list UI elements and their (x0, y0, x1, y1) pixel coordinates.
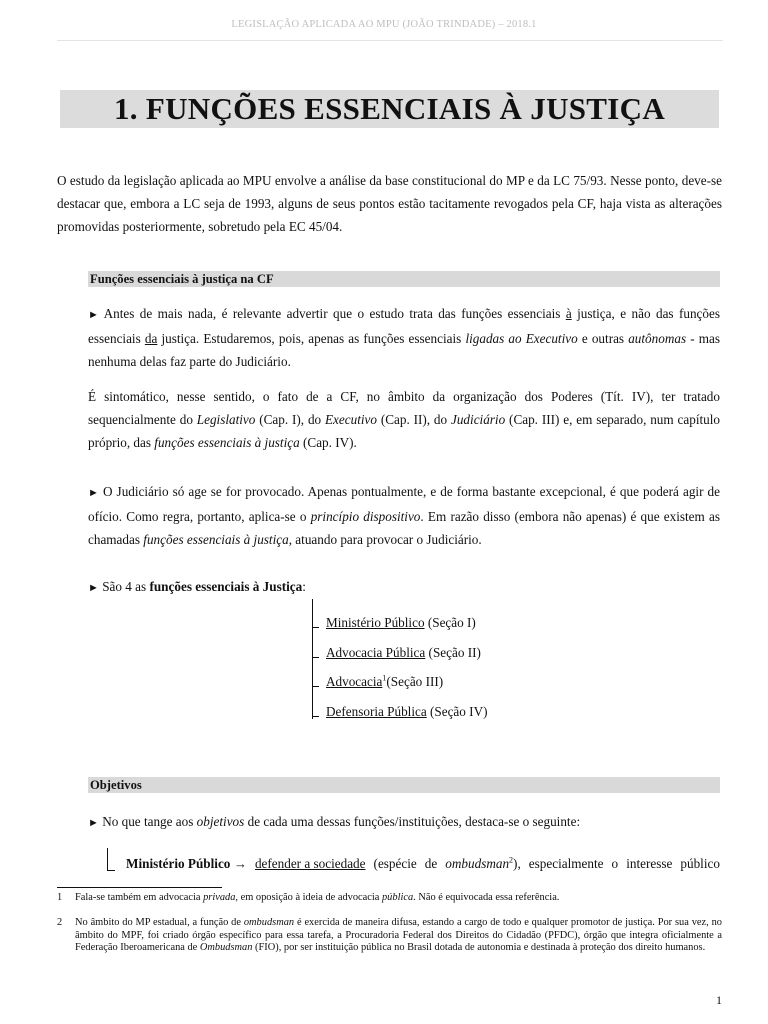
function-name: Advocacia (326, 674, 383, 689)
italic-text: princípio dispositivo (310, 509, 421, 524)
function-section: (Seção I) (424, 615, 476, 630)
tree-connector (312, 599, 313, 719)
paragraph-symptomatic (88, 385, 720, 454)
italic-text: privada (203, 892, 236, 903)
tree-branch (312, 627, 319, 628)
paragraph-advert (88, 302, 720, 373)
text-span: justiça, e não das funções essenciais (88, 306, 720, 346)
text-span: . Em razão disso (embora não apenas) é que existem as chamadas (88, 509, 720, 547)
text-span: especialmente (528, 856, 604, 871)
text-span: (Cap. II), do (376, 412, 451, 427)
intro-line-3: alterações promovidas posteriormente, sobretudo pela EC 45/04. (57, 196, 722, 234)
text-span: (FIO), por ser instituição pública no Brasil dotada de autonomia e destinada à proteção dos direito humanos. (252, 942, 706, 954)
function-section: (Seção II) (425, 645, 481, 660)
tree-branch (107, 848, 115, 871)
function-section: (Seção IV) (426, 704, 488, 719)
bold-text: funções essenciais à Justiça (149, 579, 303, 594)
italic-text: ligadas ao Executivo (465, 331, 578, 346)
italic-text: Legislativo (196, 412, 256, 427)
text-span: (Cap. III) e, em separado, num capítulo próprio, das (88, 412, 720, 450)
text-span: - mas nenhuma delas faz parte do Judiciário. (88, 331, 720, 369)
text-span: , em oposição à ideia de advocacia (235, 892, 382, 903)
text-span: No que tange aos (98, 814, 197, 829)
right-arrow-icon: → (233, 856, 247, 871)
italic-text: Ombudsman (199, 942, 253, 954)
tree-branch (312, 716, 319, 717)
footnote-ref: 2 (509, 855, 514, 865)
bullet-arrow-icon: ► (88, 487, 99, 499)
text-span: Fala-se também em advocacia (75, 892, 204, 903)
footnote-number: 1 (57, 892, 63, 903)
footnote-2 (57, 917, 722, 955)
text-span: justiça. Estudaremos, pois, apenas as funções essenciais (157, 331, 466, 346)
text-span: . Não é equivocada essa referência. (413, 892, 560, 903)
italic-text: pública (381, 892, 414, 903)
tree-branch (312, 686, 319, 687)
underlined-text: da (144, 331, 158, 346)
chapter-title-box (60, 90, 719, 128)
text-span: , atuando para provocar o Judiciário. (288, 532, 482, 547)
text-span: : (302, 579, 306, 594)
bullet-arrow-icon: ► (88, 582, 99, 594)
text-span: e outras (577, 331, 629, 346)
function-section: (Seção III) (386, 674, 444, 689)
footnote-1 (57, 892, 722, 905)
text-span: interesse (626, 856, 673, 871)
header-rule (57, 40, 723, 41)
tree-branch (312, 657, 319, 658)
running-header: LEGISLAÇÃO APLICADA AO MPU (JOÃO TRINDADE) – 2018.1 (231, 19, 537, 30)
italic-text: ombudsman (445, 856, 510, 871)
paragraph-objectives (88, 810, 720, 835)
footnote-rule (57, 887, 222, 888)
paragraph-judiciary (88, 480, 720, 551)
italic-text: objetivos (196, 814, 245, 829)
function-name: Defensoria Pública (326, 704, 427, 719)
text-span: de cada uma dessas funções/instituições, destaca-se o seguinte: (244, 814, 581, 829)
text-span: é exercida de maneira difusa, estando a cargo de todo e qualquer promotor de justiça. Por sua vez, no âmbito do MPF, foi criado órgão específico para essa tarefa, a Procuradoria Federal dos Direitos do Cidadão (PFDC), órgão que integra oficialmente a Federação Iberoamericana de (75, 917, 722, 954)
italic-text: autônomas (628, 331, 687, 346)
mp-label: Ministério Público (126, 856, 231, 871)
text-span: São 4 as (98, 579, 150, 594)
paragraph-four-functions (88, 575, 720, 600)
text-span: O Judiciário só age se for provocado. Apenas pontualmente, e de forma bastante excepcional, é que poderá agir de ofício. Como regra, portanto, aplica-se o (88, 484, 720, 524)
footnote-number: 2 (57, 917, 63, 928)
intro-line-2: deve-se destacar que, embora a LC seja de 1993, alguns de seus pontos estão tacitamente revogados pela CF, haja vista as (57, 173, 722, 211)
text-span: de (424, 856, 438, 871)
underlined-text: à (565, 306, 572, 321)
chapter-title: 1. FUNÇÕES ESSENCIAIS À JUSTIÇA (113, 91, 666, 126)
text-span: No âmbito do MP estadual, a função de (75, 917, 244, 928)
italic-text: ombudsman (243, 917, 295, 928)
text-span: (Cap. IV). (299, 435, 357, 450)
bullet-arrow-icon: ► (88, 817, 99, 829)
page-number: 1 (716, 993, 722, 1007)
functions-tree (312, 599, 572, 721)
text-span: Antes de mais nada, é relevante advertir que o estudo trata das funções essenciais (98, 306, 566, 321)
text-span: o (611, 856, 619, 871)
text-span: (espécie (373, 856, 417, 871)
text-span: ), (513, 856, 521, 871)
text-span: É sintomático, nesse sentido, o fato de a CF, no âmbito da organização dos Poderes (Tít. IV), ter tratado sequencialmente do (88, 389, 720, 427)
italic-text: Judiciário (450, 412, 506, 427)
intro-line-1: O estudo da legislação aplicada ao MPU envolve a análise da base constitucional do MP e da LC 75/93. Nesse ponto, (57, 173, 679, 188)
italic-text: funções essenciais à justiça (154, 435, 300, 450)
text-span: (Cap. I), do (255, 412, 325, 427)
section-heading-functions: Funções essenciais à justiça na CF (88, 271, 720, 287)
bullet-arrow-icon: ► (88, 309, 99, 321)
section-heading-objectives: Objetivos (88, 777, 720, 793)
intro-paragraph (57, 169, 722, 238)
italic-text: Executivo (325, 412, 377, 427)
mp-objective: defender a sociedade (254, 856, 366, 871)
text-span: público (680, 856, 720, 871)
function-name: Advocacia Pública (326, 645, 426, 660)
italic-text: funções essenciais à justiça (143, 532, 289, 547)
footnote-ref: 1 (382, 673, 387, 683)
function-name: Ministério Público (326, 615, 425, 630)
